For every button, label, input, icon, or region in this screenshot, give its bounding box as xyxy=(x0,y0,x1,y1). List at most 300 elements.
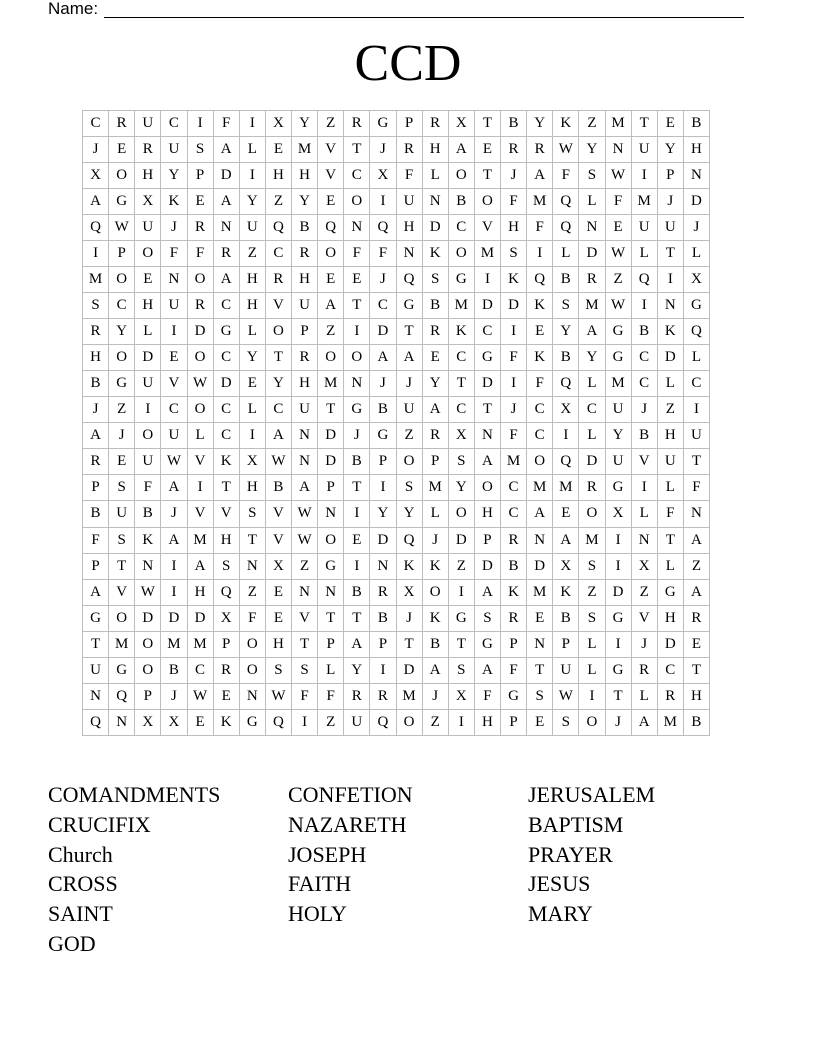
grid-cell[interactable]: E xyxy=(605,215,631,241)
grid-cell[interactable]: L xyxy=(318,657,344,683)
grid-cell[interactable]: J xyxy=(109,423,135,449)
grid-cell[interactable]: S xyxy=(83,293,109,319)
grid-cell[interactable]: U xyxy=(239,215,265,241)
grid-cell[interactable]: F xyxy=(292,683,318,709)
grid-cell[interactable]: M xyxy=(527,189,553,215)
grid-cell[interactable]: I xyxy=(370,657,396,683)
grid-cell[interactable]: Y xyxy=(161,163,187,189)
grid-cell[interactable]: O xyxy=(448,241,474,267)
grid-cell[interactable]: K xyxy=(135,527,161,553)
grid-cell[interactable]: J xyxy=(631,397,657,423)
grid-cell[interactable]: Z xyxy=(396,423,422,449)
grid-cell[interactable]: P xyxy=(187,163,213,189)
grid-cell[interactable]: F xyxy=(474,683,500,709)
grid-cell[interactable]: A xyxy=(474,657,500,683)
grid-cell[interactable]: H xyxy=(239,475,265,501)
grid-cell[interactable]: A xyxy=(318,293,344,319)
grid-cell[interactable]: M xyxy=(422,475,448,501)
grid-cell[interactable]: H xyxy=(135,163,161,189)
grid-cell[interactable]: V xyxy=(213,501,239,527)
grid-cell[interactable]: N xyxy=(83,683,109,709)
grid-cell[interactable]: E xyxy=(109,137,135,163)
grid-cell[interactable]: Q xyxy=(213,579,239,605)
grid-cell[interactable]: S xyxy=(579,163,605,189)
grid-cell[interactable]: U xyxy=(292,397,318,423)
grid-cell[interactable]: Q xyxy=(370,709,396,735)
grid-cell[interactable]: E xyxy=(239,371,265,397)
grid-cell[interactable]: O xyxy=(239,631,265,657)
grid-cell[interactable]: C xyxy=(161,397,187,423)
grid-cell[interactable]: M xyxy=(527,475,553,501)
grid-cell[interactable]: S xyxy=(501,241,527,267)
grid-cell[interactable]: X xyxy=(370,163,396,189)
grid-cell[interactable]: T xyxy=(683,657,709,683)
grid-cell[interactable]: D xyxy=(161,605,187,631)
grid-cell[interactable]: A xyxy=(292,475,318,501)
grid-cell[interactable]: Y xyxy=(109,319,135,345)
grid-cell[interactable]: G xyxy=(605,475,631,501)
grid-cell[interactable]: W xyxy=(292,501,318,527)
grid-cell[interactable]: H xyxy=(501,215,527,241)
grid-cell[interactable]: N xyxy=(527,631,553,657)
grid-cell[interactable]: D xyxy=(213,371,239,397)
grid-cell[interactable]: C xyxy=(161,111,187,137)
grid-cell[interactable]: X xyxy=(239,449,265,475)
grid-cell[interactable]: C xyxy=(265,397,291,423)
grid-cell[interactable]: K xyxy=(527,345,553,371)
grid-cell[interactable]: B xyxy=(553,605,579,631)
grid-cell[interactable]: B xyxy=(422,631,448,657)
grid-cell[interactable]: E xyxy=(318,189,344,215)
grid-cell[interactable]: P xyxy=(501,709,527,735)
grid-cell[interactable]: T xyxy=(605,683,631,709)
grid-cell[interactable]: Q xyxy=(318,215,344,241)
grid-cell[interactable]: S xyxy=(187,137,213,163)
grid-cell[interactable]: P xyxy=(83,475,109,501)
grid-cell[interactable]: N xyxy=(292,423,318,449)
grid-cell[interactable]: R xyxy=(344,111,370,137)
grid-cell[interactable]: D xyxy=(135,345,161,371)
grid-cell[interactable]: C xyxy=(448,345,474,371)
grid-cell[interactable]: R xyxy=(501,527,527,553)
grid-cell[interactable]: N xyxy=(631,527,657,553)
grid-cell[interactable]: D xyxy=(474,293,500,319)
grid-cell[interactable]: A xyxy=(422,657,448,683)
grid-cell[interactable]: T xyxy=(474,111,500,137)
grid-cell[interactable]: X xyxy=(553,397,579,423)
grid-cell[interactable]: T xyxy=(474,163,500,189)
grid-cell[interactable]: A xyxy=(422,397,448,423)
grid-cell[interactable]: S xyxy=(553,293,579,319)
grid-cell[interactable]: I xyxy=(239,423,265,449)
grid-cell[interactable]: X xyxy=(553,553,579,579)
grid-cell[interactable]: O xyxy=(265,319,291,345)
grid-cell[interactable]: G xyxy=(344,397,370,423)
grid-cell[interactable]: S xyxy=(448,449,474,475)
grid-cell[interactable]: X xyxy=(448,423,474,449)
grid-cell[interactable]: D xyxy=(579,241,605,267)
grid-cell[interactable]: A xyxy=(83,189,109,215)
grid-cell[interactable]: N xyxy=(474,423,500,449)
grid-cell[interactable]: B xyxy=(553,267,579,293)
grid-cell[interactable]: Z xyxy=(239,579,265,605)
grid-cell[interactable]: O xyxy=(448,501,474,527)
grid-cell[interactable]: O xyxy=(396,449,422,475)
grid-cell[interactable]: G xyxy=(370,111,396,137)
grid-cell[interactable]: W xyxy=(605,163,631,189)
grid-cell[interactable]: P xyxy=(422,449,448,475)
grid-cell[interactable]: B xyxy=(553,345,579,371)
grid-cell[interactable]: A xyxy=(683,579,709,605)
grid-cell[interactable]: I xyxy=(344,501,370,527)
grid-cell[interactable]: A xyxy=(527,501,553,527)
grid-cell[interactable]: I xyxy=(448,579,474,605)
grid-cell[interactable]: Q xyxy=(631,267,657,293)
grid-cell[interactable]: A xyxy=(161,527,187,553)
grid-cell[interactable]: G xyxy=(109,371,135,397)
grid-cell[interactable]: L xyxy=(683,345,709,371)
grid-cell[interactable]: U xyxy=(396,397,422,423)
grid-cell[interactable]: R xyxy=(187,215,213,241)
grid-cell[interactable]: Z xyxy=(265,189,291,215)
grid-cell[interactable]: A xyxy=(474,449,500,475)
grid-cell[interactable]: Z xyxy=(579,579,605,605)
grid-cell[interactable]: Z xyxy=(448,553,474,579)
grid-cell[interactable]: I xyxy=(292,709,318,735)
grid-cell[interactable]: H xyxy=(135,293,161,319)
grid-cell[interactable]: V xyxy=(109,579,135,605)
grid-cell[interactable]: K xyxy=(553,111,579,137)
grid-cell[interactable]: L xyxy=(553,241,579,267)
grid-cell[interactable]: K xyxy=(213,449,239,475)
grid-cell[interactable]: N xyxy=(318,579,344,605)
grid-cell[interactable]: J xyxy=(396,605,422,631)
grid-cell[interactable]: G xyxy=(605,345,631,371)
grid-cell[interactable]: B xyxy=(344,449,370,475)
grid-cell[interactable]: I xyxy=(657,267,683,293)
grid-cell[interactable]: T xyxy=(474,397,500,423)
grid-cell[interactable]: H xyxy=(213,527,239,553)
grid-cell[interactable]: S xyxy=(213,553,239,579)
grid-cell[interactable]: G xyxy=(657,579,683,605)
grid-cell[interactable]: T xyxy=(527,657,553,683)
grid-cell[interactable]: A xyxy=(83,579,109,605)
grid-cell[interactable]: O xyxy=(318,527,344,553)
grid-cell[interactable]: N xyxy=(239,553,265,579)
grid-cell[interactable]: Z xyxy=(422,709,448,735)
grid-cell[interactable]: O xyxy=(448,163,474,189)
grid-cell[interactable]: J xyxy=(344,423,370,449)
grid-cell[interactable]: U xyxy=(657,449,683,475)
grid-cell[interactable]: J xyxy=(83,397,109,423)
grid-cell[interactable]: V xyxy=(631,605,657,631)
grid-cell[interactable]: S xyxy=(422,267,448,293)
grid-cell[interactable]: Q xyxy=(683,319,709,345)
grid-cell[interactable]: G xyxy=(109,657,135,683)
grid-cell[interactable]: Y xyxy=(657,137,683,163)
grid-cell[interactable]: V xyxy=(187,449,213,475)
grid-cell[interactable]: W xyxy=(161,449,187,475)
grid-cell[interactable]: Y xyxy=(239,189,265,215)
grid-cell[interactable]: B xyxy=(161,657,187,683)
grid-cell[interactable]: D xyxy=(527,553,553,579)
grid-cell[interactable]: R xyxy=(109,111,135,137)
grid-cell[interactable]: T xyxy=(657,527,683,553)
grid-cell[interactable]: G xyxy=(109,189,135,215)
grid-cell[interactable]: O xyxy=(187,267,213,293)
grid-cell[interactable]: X xyxy=(396,579,422,605)
grid-cell[interactable]: V xyxy=(318,137,344,163)
grid-cell[interactable]: J xyxy=(605,709,631,735)
grid-cell[interactable]: F xyxy=(83,527,109,553)
grid-cell[interactable]: H xyxy=(292,371,318,397)
grid-cell[interactable]: C xyxy=(344,163,370,189)
grid-cell[interactable]: F xyxy=(501,423,527,449)
grid-cell[interactable]: L xyxy=(657,371,683,397)
grid-cell[interactable]: L xyxy=(422,501,448,527)
grid-cell[interactable]: A xyxy=(396,345,422,371)
grid-cell[interactable]: R xyxy=(213,657,239,683)
grid-cell[interactable]: T xyxy=(657,241,683,267)
grid-cell[interactable]: U xyxy=(631,215,657,241)
grid-cell[interactable]: T xyxy=(109,553,135,579)
grid-cell[interactable]: R xyxy=(292,345,318,371)
grid-cell[interactable]: Z xyxy=(109,397,135,423)
grid-cell[interactable]: N xyxy=(683,163,709,189)
grid-cell[interactable]: D xyxy=(213,163,239,189)
grid-cell[interactable]: A xyxy=(213,189,239,215)
grid-cell[interactable]: L xyxy=(657,475,683,501)
grid-cell[interactable]: J xyxy=(370,371,396,397)
grid-cell[interactable]: J xyxy=(501,163,527,189)
grid-cell[interactable]: M xyxy=(318,371,344,397)
grid-cell[interactable]: H xyxy=(265,631,291,657)
grid-cell[interactable]: W xyxy=(605,293,631,319)
grid-cell[interactable]: N xyxy=(213,215,239,241)
grid-cell[interactable]: V xyxy=(265,501,291,527)
grid-cell[interactable]: I xyxy=(474,267,500,293)
grid-cell[interactable]: O xyxy=(135,631,161,657)
grid-cell[interactable]: K xyxy=(501,579,527,605)
grid-cell[interactable]: O xyxy=(109,267,135,293)
grid-cell[interactable]: F xyxy=(527,371,553,397)
grid-cell[interactable]: O xyxy=(187,397,213,423)
grid-cell[interactable]: T xyxy=(448,371,474,397)
grid-cell[interactable]: C xyxy=(448,215,474,241)
grid-cell[interactable]: I xyxy=(83,241,109,267)
grid-cell[interactable]: E xyxy=(344,527,370,553)
grid-cell[interactable]: H xyxy=(683,137,709,163)
grid-cell[interactable]: K xyxy=(422,241,448,267)
grid-cell[interactable]: G xyxy=(239,709,265,735)
grid-cell[interactable]: I xyxy=(579,683,605,709)
grid-cell[interactable]: B xyxy=(448,189,474,215)
grid-cell[interactable]: E xyxy=(683,631,709,657)
grid-cell[interactable]: J xyxy=(396,371,422,397)
grid-cell[interactable]: K xyxy=(657,319,683,345)
grid-cell[interactable]: Q xyxy=(527,267,553,293)
grid-cell[interactable]: Z xyxy=(292,553,318,579)
grid-cell[interactable]: W xyxy=(135,579,161,605)
grid-cell[interactable]: Y xyxy=(396,501,422,527)
grid-cell[interactable]: F xyxy=(501,189,527,215)
grid-cell[interactable]: T xyxy=(396,319,422,345)
grid-cell[interactable]: U xyxy=(553,657,579,683)
grid-cell[interactable]: Q xyxy=(265,709,291,735)
grid-cell[interactable]: Y xyxy=(239,345,265,371)
grid-cell[interactable]: U xyxy=(135,111,161,137)
grid-cell[interactable]: Q xyxy=(553,449,579,475)
grid-cell[interactable]: C xyxy=(657,657,683,683)
grid-cell[interactable]: R xyxy=(579,267,605,293)
grid-cell[interactable]: Z xyxy=(318,111,344,137)
grid-cell[interactable]: P xyxy=(553,631,579,657)
grid-cell[interactable]: T xyxy=(396,631,422,657)
grid-cell[interactable]: H xyxy=(83,345,109,371)
grid-cell[interactable]: T xyxy=(631,111,657,137)
grid-cell[interactable]: P xyxy=(370,631,396,657)
grid-cell[interactable]: E xyxy=(422,345,448,371)
grid-cell[interactable]: Z xyxy=(657,397,683,423)
grid-cell[interactable]: C xyxy=(527,397,553,423)
grid-cell[interactable]: O xyxy=(422,579,448,605)
grid-cell[interactable]: D xyxy=(474,553,500,579)
grid-cell[interactable]: I xyxy=(501,371,527,397)
grid-cell[interactable]: U xyxy=(396,189,422,215)
grid-cell[interactable]: D xyxy=(657,345,683,371)
grid-cell[interactable]: T xyxy=(344,475,370,501)
grid-cell[interactable]: H xyxy=(239,267,265,293)
grid-cell[interactable]: H xyxy=(657,423,683,449)
grid-cell[interactable]: M xyxy=(579,527,605,553)
grid-cell[interactable]: M xyxy=(83,267,109,293)
grid-cell[interactable]: H xyxy=(292,163,318,189)
grid-cell[interactable]: C xyxy=(213,293,239,319)
grid-cell[interactable]: T xyxy=(344,605,370,631)
grid-cell[interactable]: E xyxy=(318,267,344,293)
grid-cell[interactable]: G xyxy=(396,293,422,319)
grid-cell[interactable]: R xyxy=(579,475,605,501)
grid-cell[interactable]: K xyxy=(501,267,527,293)
grid-cell[interactable]: X xyxy=(683,267,709,293)
grid-cell[interactable]: F xyxy=(553,163,579,189)
grid-cell[interactable]: L xyxy=(631,683,657,709)
grid-cell[interactable]: C xyxy=(83,111,109,137)
grid-cell[interactable]: F xyxy=(344,241,370,267)
grid-cell[interactable]: P xyxy=(83,553,109,579)
grid-cell[interactable]: B xyxy=(83,501,109,527)
grid-cell[interactable]: E xyxy=(213,683,239,709)
grid-cell[interactable]: M xyxy=(657,709,683,735)
grid-cell[interactable]: C xyxy=(213,397,239,423)
grid-cell[interactable]: H xyxy=(657,605,683,631)
grid-cell[interactable]: E xyxy=(265,137,291,163)
grid-cell[interactable]: O xyxy=(318,241,344,267)
grid-cell[interactable]: X xyxy=(161,709,187,735)
grid-cell[interactable]: N xyxy=(527,527,553,553)
grid-cell[interactable]: N xyxy=(344,215,370,241)
grid-cell[interactable]: F xyxy=(396,163,422,189)
grid-cell[interactable]: D xyxy=(187,605,213,631)
grid-cell[interactable]: I xyxy=(239,163,265,189)
grid-cell[interactable]: L xyxy=(683,241,709,267)
grid-cell[interactable]: J xyxy=(161,215,187,241)
grid-cell[interactable]: H xyxy=(292,267,318,293)
grid-cell[interactable]: I xyxy=(605,631,631,657)
grid-cell[interactable]: C xyxy=(527,423,553,449)
grid-cell[interactable]: P xyxy=(657,163,683,189)
grid-cell[interactable]: R xyxy=(501,137,527,163)
grid-cell[interactable]: L xyxy=(579,371,605,397)
grid-cell[interactable]: F xyxy=(370,241,396,267)
grid-cell[interactable]: M xyxy=(448,293,474,319)
grid-cell[interactable]: E xyxy=(657,111,683,137)
grid-cell[interactable]: N xyxy=(605,137,631,163)
grid-cell[interactable]: U xyxy=(135,371,161,397)
grid-cell[interactable]: I xyxy=(605,527,631,553)
grid-cell[interactable]: X xyxy=(265,553,291,579)
grid-cell[interactable]: H xyxy=(239,293,265,319)
grid-cell[interactable]: I xyxy=(370,189,396,215)
grid-cell[interactable]: B xyxy=(422,293,448,319)
grid-cell[interactable]: Z xyxy=(318,319,344,345)
grid-cell[interactable]: I xyxy=(187,111,213,137)
grid-cell[interactable]: Y xyxy=(344,657,370,683)
grid-cell[interactable]: N xyxy=(292,449,318,475)
grid-cell[interactable]: R xyxy=(83,449,109,475)
grid-cell[interactable]: O xyxy=(318,345,344,371)
grid-cell[interactable]: O xyxy=(135,241,161,267)
grid-cell[interactable]: W xyxy=(292,527,318,553)
grid-cell[interactable]: M xyxy=(187,527,213,553)
grid-cell[interactable]: L xyxy=(579,657,605,683)
grid-cell[interactable]: M xyxy=(631,189,657,215)
grid-cell[interactable]: L xyxy=(631,241,657,267)
grid-cell[interactable]: X xyxy=(83,163,109,189)
grid-cell[interactable]: R xyxy=(657,683,683,709)
grid-cell[interactable]: T xyxy=(213,475,239,501)
grid-cell[interactable]: L xyxy=(239,319,265,345)
grid-cell[interactable]: W xyxy=(553,137,579,163)
grid-cell[interactable]: K xyxy=(161,189,187,215)
grid-cell[interactable]: P xyxy=(318,475,344,501)
grid-cell[interactable]: C xyxy=(631,371,657,397)
grid-cell[interactable]: L xyxy=(239,137,265,163)
grid-cell[interactable]: R xyxy=(135,137,161,163)
grid-cell[interactable]: U xyxy=(161,137,187,163)
grid-cell[interactable]: M xyxy=(187,631,213,657)
grid-cell[interactable]: O xyxy=(344,345,370,371)
grid-cell[interactable]: U xyxy=(135,215,161,241)
grid-cell[interactable]: M xyxy=(605,111,631,137)
grid-cell[interactable]: I xyxy=(239,111,265,137)
grid-cell[interactable]: A xyxy=(553,527,579,553)
grid-cell[interactable]: R xyxy=(370,579,396,605)
grid-cell[interactable]: Y xyxy=(448,475,474,501)
grid-cell[interactable]: U xyxy=(83,657,109,683)
grid-cell[interactable]: H xyxy=(396,215,422,241)
grid-cell[interactable]: W xyxy=(265,683,291,709)
grid-cell[interactable]: X xyxy=(605,501,631,527)
grid-cell[interactable]: I xyxy=(631,163,657,189)
grid-cell[interactable]: O xyxy=(344,189,370,215)
grid-cell[interactable]: S xyxy=(396,475,422,501)
grid-cell[interactable]: Y xyxy=(370,501,396,527)
grid-cell[interactable]: Y xyxy=(579,137,605,163)
grid-cell[interactable]: O xyxy=(396,709,422,735)
grid-cell[interactable]: D xyxy=(318,449,344,475)
grid-cell[interactable]: D xyxy=(370,319,396,345)
